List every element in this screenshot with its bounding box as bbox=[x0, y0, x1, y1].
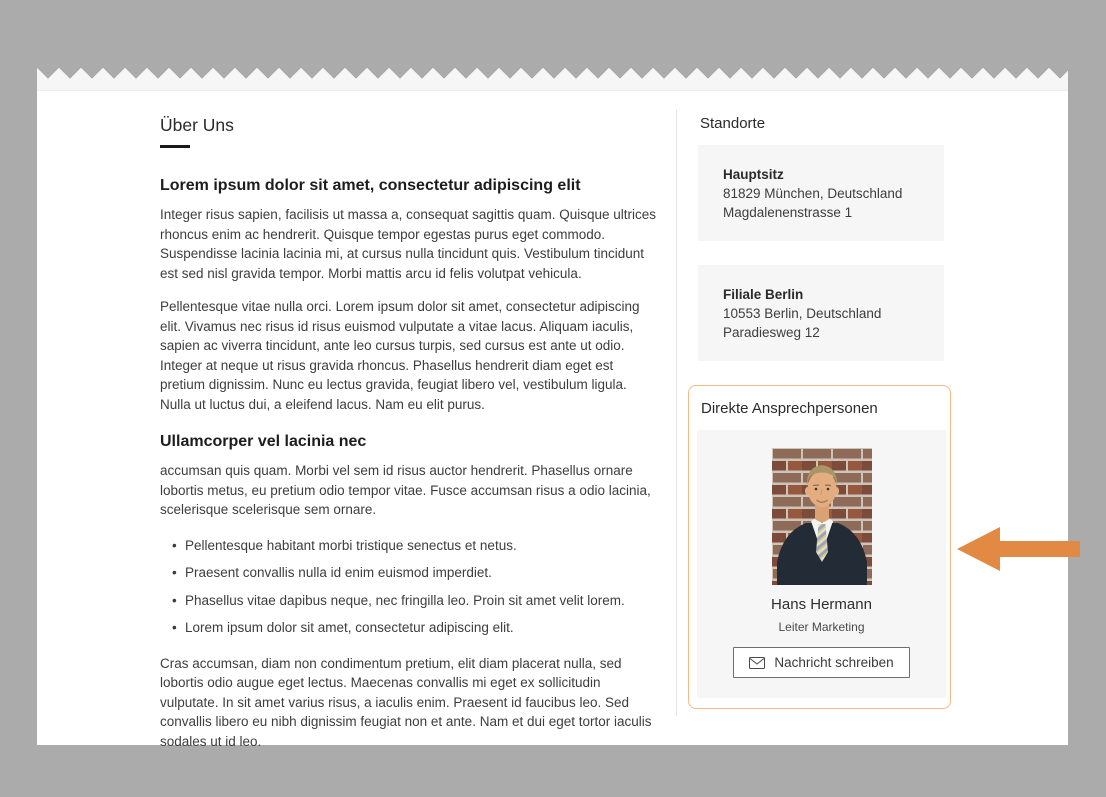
paragraph: Cras accumsan, diam non condimentum pretium, elit diam placerat nulla, sed lobortis odio augue eget lectus. Maecenas convallis mi eget ex sollicitudin vulputate. In sit amet varius risus, a iaculis enim. Praesent id faucibus leo. Sed convallis libero eu nibh dignissim feugiat non et ante. Nam et dui eget tortor iaculis sodales ut id leo. bbox=[160, 655, 652, 749]
torn-edge bbox=[37, 79, 1068, 91]
bullet-list bbox=[160, 536, 660, 638]
location-street: Magdalenenstrasse 1 bbox=[723, 205, 853, 220]
location-card bbox=[698, 145, 944, 241]
list-item: • Lorem ipsum dolor sit amet, consectetur adipiscing elit. bbox=[185, 618, 660, 638]
page-title: Über Uns bbox=[160, 115, 234, 135]
column-divider bbox=[676, 110, 677, 716]
envelope-icon bbox=[749, 657, 765, 669]
location-name: Filiale Berlin bbox=[723, 287, 804, 302]
contact-photo bbox=[772, 448, 872, 585]
main-content bbox=[160, 115, 660, 765]
page bbox=[37, 79, 1068, 749]
location-city: 81829 München, Deutschland bbox=[723, 186, 903, 201]
section-heading: Lorem ipsum dolor sit amet, consectetur adipiscing elit bbox=[160, 177, 581, 194]
contact-persons-title: Direkte Ansprechpersonen bbox=[701, 400, 878, 417]
list-item: • Praesent convallis nulla id enim euismod imperdiet. bbox=[185, 563, 660, 583]
write-message-label: Nachricht schreiben bbox=[774, 655, 894, 670]
list-item: • Phasellus vitae dapibus neque, nec fringilla leo. Proin sit amet velit lorem. bbox=[185, 591, 660, 611]
write-message-button[interactable] bbox=[733, 647, 909, 678]
location-street: Paradiesweg 12 bbox=[723, 325, 820, 340]
paragraph: Pellentesque vitae nulla orci. Lorem ipsum dolor sit amet, consectetur adipiscing elit. Vivamus nec risus id risus euismod vulputate a vitae lacus. Aliquam iaculis, sapien ac viverra tincidunt, ante leo cursus turpis, sed cursus est ante ut odio. Integer at neque ut risus gravida rhoncus. Phasellus hendrerit diam eget est pretium dignissim. Nunc eu lectus gravida, feugiat libero vel, vestibulum ligula. Nulla ut luctus dui, a eleifend lacus. Nam eu elit purus. bbox=[160, 299, 640, 412]
locations-title: Standorte bbox=[700, 115, 766, 132]
contact-card bbox=[697, 430, 946, 698]
section-heading: Ullamcorper vel lacinia nec bbox=[160, 433, 367, 450]
location-city: 10553 Berlin, Deutschland bbox=[723, 306, 882, 321]
list-item: • Pellentesque habitant morbi tristique senectus et netus. bbox=[185, 536, 660, 556]
paragraph: Integer risus sapien, facilisis ut massa a, consequat sagittis quam. Quisque ultrices rhoncus enim ac hendrerit. Quisque tempor egestas purus eget commodo. Suspendisse lacinia lacinia mi, at cursus nulla tincidunt quis. Vestibulum tincidunt est sed nisl gravida tempor. Morbi mattis arcu id felis volutpat vehicula. bbox=[160, 207, 656, 281]
pointer-arrow-icon bbox=[957, 527, 1080, 571]
paragraph: accumsan quis quam. Morbi vel sem id risus auctor hendrerit. Phasellus ornare lobortis metus, eu pretium odio tempor vitae. Fusce accumsan risus a odio lacinia, scelerisque scelerisque sem ornare. bbox=[160, 463, 651, 517]
person-role: Leiter Marketing bbox=[778, 620, 865, 634]
person-name: Hans Hermann bbox=[771, 596, 872, 613]
contact-persons-box bbox=[688, 385, 951, 709]
location-name: Hauptsitz bbox=[723, 167, 784, 182]
sidebar bbox=[698, 115, 951, 709]
title-underline bbox=[160, 145, 190, 148]
location-card bbox=[698, 265, 944, 361]
